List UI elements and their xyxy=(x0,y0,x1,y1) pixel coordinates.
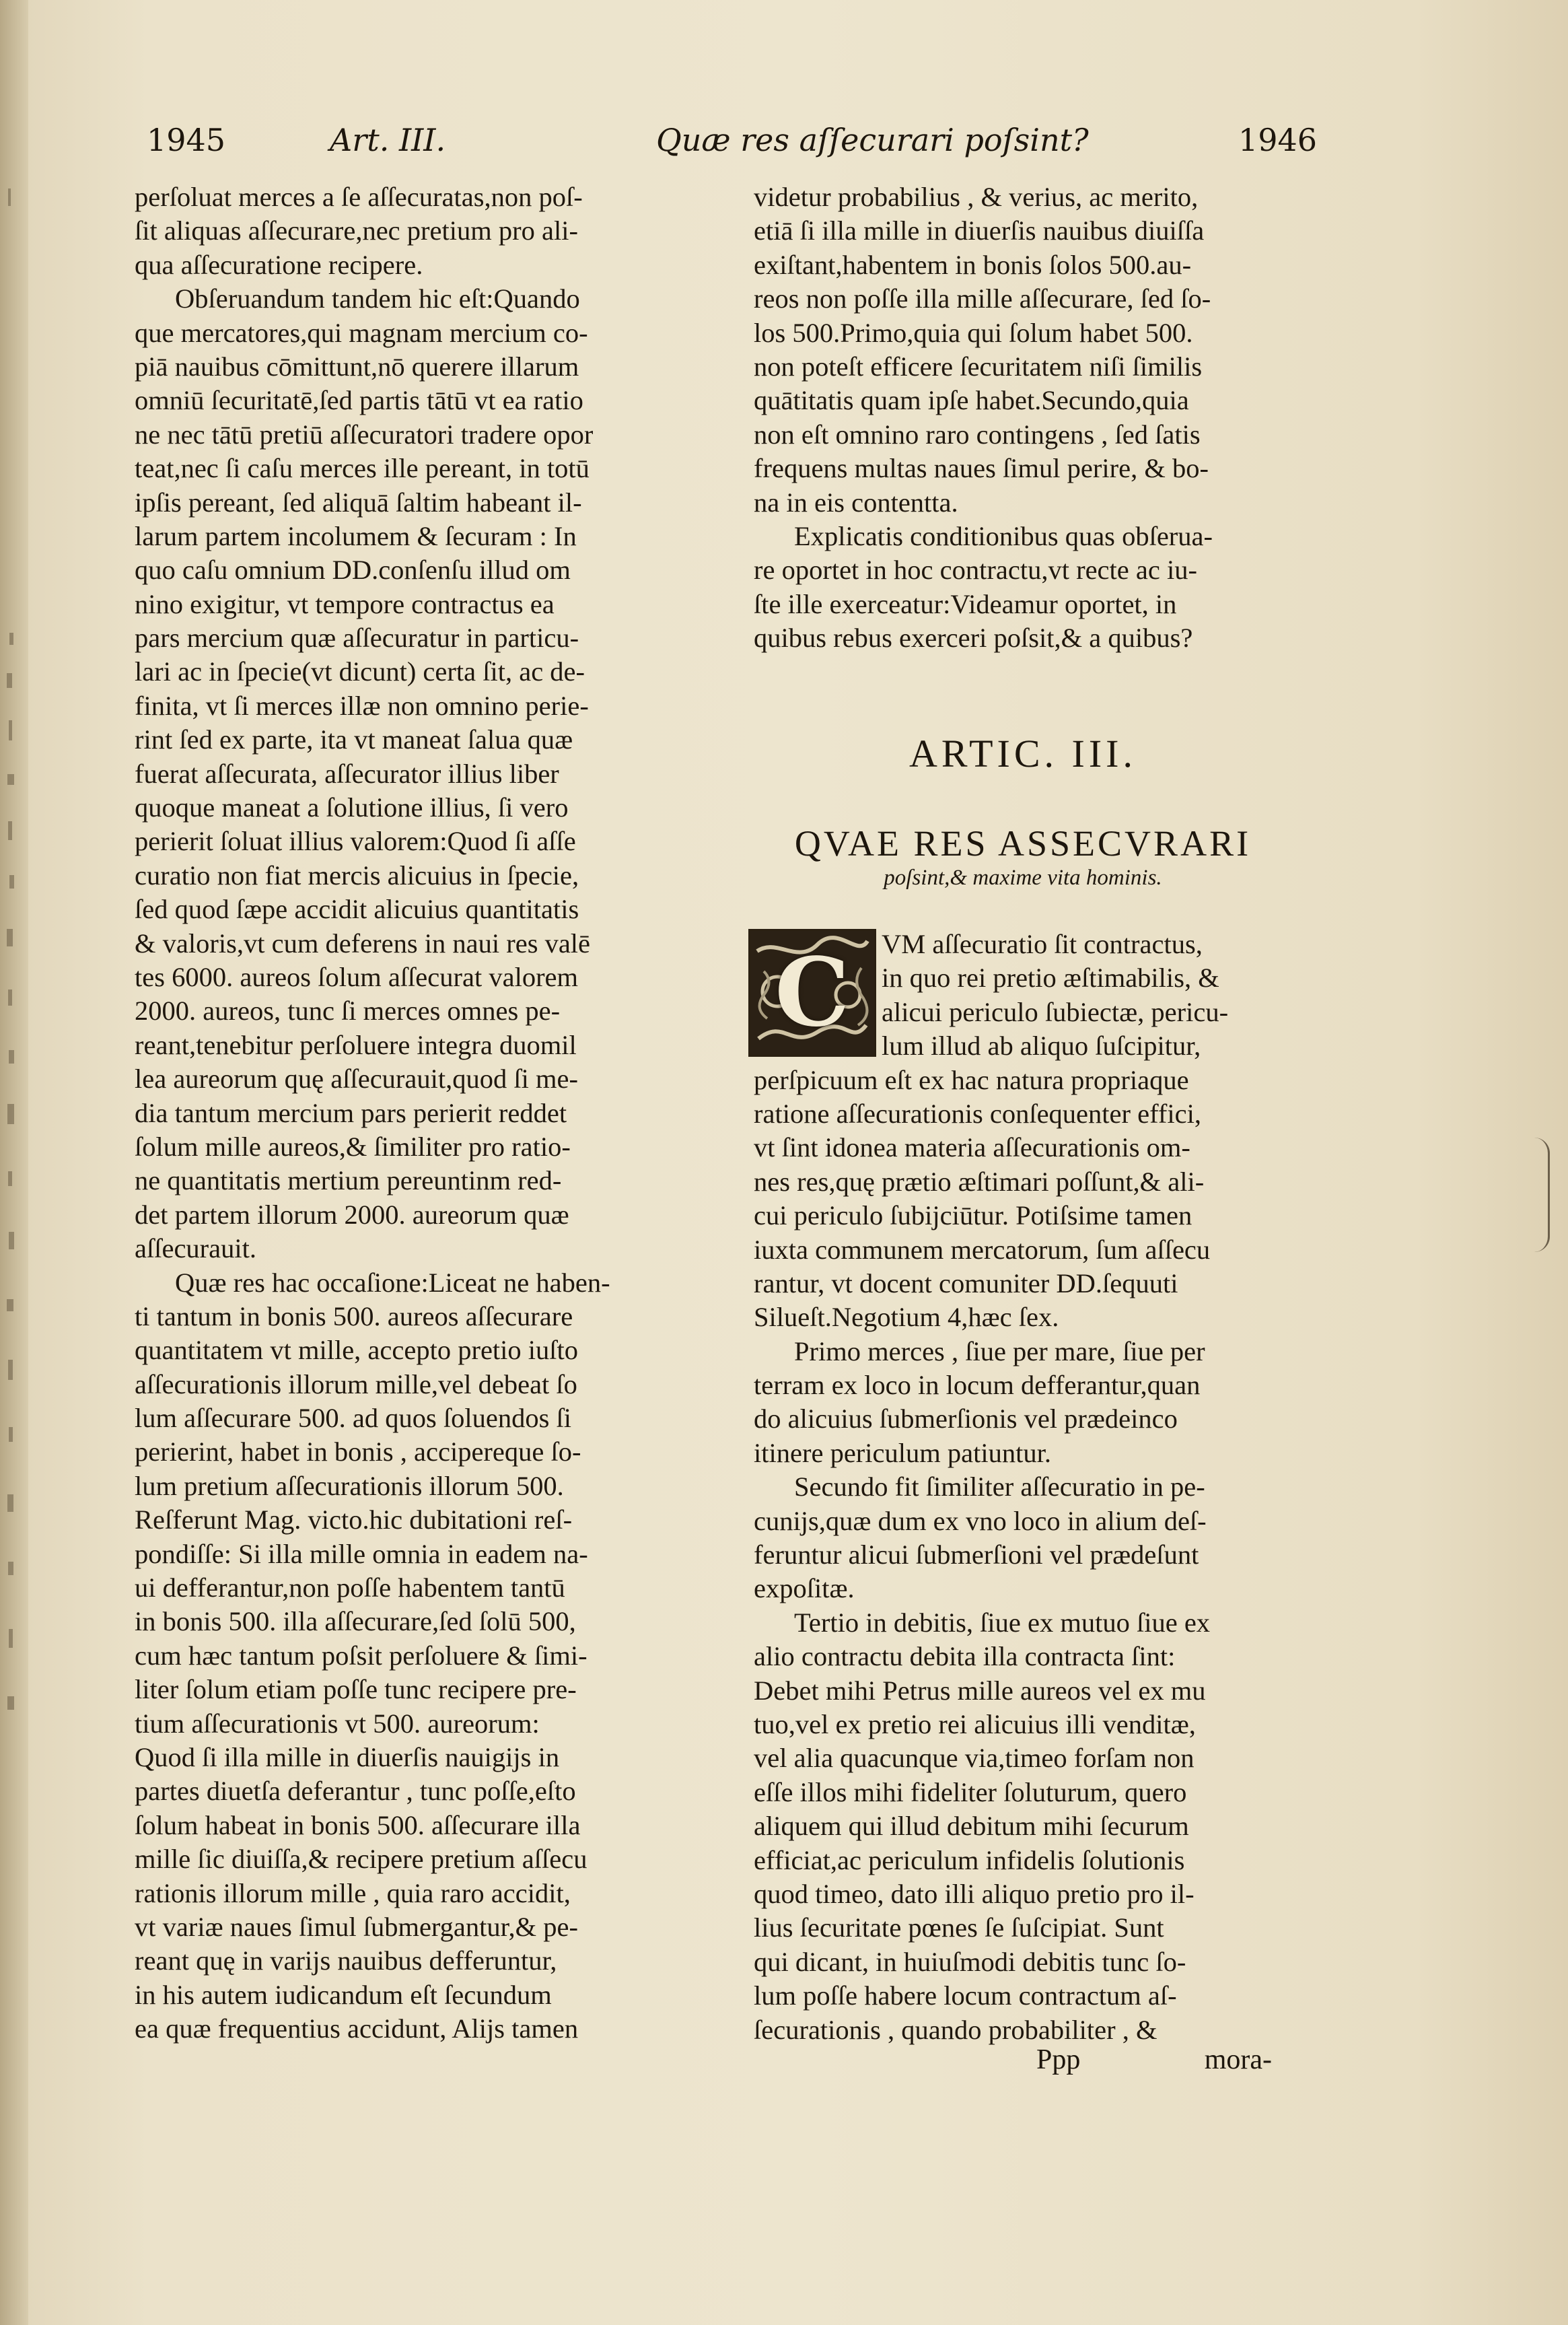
text-line: ratione aſſecurationis conſequenter effici, xyxy=(754,1098,1201,1129)
text-line: cunijs,quæ dum ex vno loco in alium deſ- xyxy=(754,1505,1207,1536)
text-line: perierint, habet in bonis , accipereque ſo- xyxy=(135,1436,581,1467)
text-line: reant,tenebitur perſoluere integra duomil xyxy=(135,1029,577,1060)
text-line: videtur probabilius , & verius, ac merito, xyxy=(754,182,1199,212)
text-line: tium aſſecurationis vt 500. aureorum: xyxy=(135,1708,540,1739)
text-line: expoſitæ. xyxy=(754,1573,855,1604)
text-line: fuerat aſſecurata, aſſecurator illius liber xyxy=(135,758,559,789)
text-line: rationis illorum mille , quia raro accidit, xyxy=(135,1877,571,1908)
text-line: tes 6000. aureos ſolum aſſecurat valorem xyxy=(135,961,579,992)
text-line: ne quantitatis mertium pereuntinm red- xyxy=(135,1165,562,1196)
text-line: qui dicant, in huiuſmodi debitis tunc ſo- xyxy=(754,1946,1186,1977)
text-line: in bonis 500. illa aſſecurare,ſed ſolū 500, xyxy=(135,1606,576,1637)
text-line: ſte ille exerceatur:Videamur oportet, in xyxy=(754,588,1177,619)
text-line: in quo rei pretio æſtimabilis, & xyxy=(882,963,1219,994)
text-line: det partem illorum 2000. aureorum quæ xyxy=(135,1199,569,1230)
text-line: Debet mihi Petrus mille aureos vel ex mu xyxy=(754,1675,1206,1706)
text-line: dia tantum mercium pars perierit reddet xyxy=(135,1097,567,1128)
text-line: lum poſſe habere locum contractum aſ- xyxy=(754,1980,1177,2011)
text-line: exiſtant,habentem in bonis ſolos 500.au- xyxy=(754,249,1192,280)
margin-bleed-marks xyxy=(3,162,23,1777)
text-line: Secundo fit ſimiliter aſſecuratio in pe- xyxy=(794,1471,1205,1502)
text-line: perſoluat merces a ſe aſſecuratas,non poſ- xyxy=(135,182,583,212)
text-line: Quæ res hac occaſione:Liceat ne haben- xyxy=(175,1267,610,1298)
drop-cap-letter: C xyxy=(775,938,850,1048)
left-text-column xyxy=(135,180,673,2046)
text-line: quantitatem vt mille, accepto pretio iuſto xyxy=(135,1335,579,1366)
text-line: etiā ſi illa mille in diuerſis nauibus diuiſſa xyxy=(754,215,1205,246)
text-line: reant quę in varijs nauibus defferuntur, xyxy=(135,1945,557,1976)
text-line: lari ac in ſpecie(vt dicunt) certa ſit, ac de- xyxy=(135,656,585,687)
text-line: frequens multas naues ſimul perire, & bo- xyxy=(754,453,1209,484)
text-line: Explicatis conditionibus quas obſerua- xyxy=(794,520,1213,551)
signature-line xyxy=(754,2040,1292,2080)
text-line: ne nec tātū pretiū aſſecuratori tradere opor xyxy=(135,419,594,450)
text-line: perierit ſoluat illius valorem:Quod ſi aſſe xyxy=(135,826,576,857)
text-line: VM aſſecuratio ſit contractus, xyxy=(882,929,1203,959)
text-line: lum illud ab aliquo ſuſcipitur, xyxy=(882,1031,1201,1062)
right-text-column-body xyxy=(754,928,1292,2047)
text-line: teat,nec ſi caſu merces ille pereant, in totū xyxy=(135,453,590,484)
text-line: que mercatores,qui magnam mercium co- xyxy=(135,317,588,348)
text-line: ſecurationis , quando probabiliter , & xyxy=(754,2014,1157,2045)
text-line: pondiſſe: Si illa mille omnia in eadem na- xyxy=(135,1538,588,1569)
text-line: rint ſed ex parte, ita vt maneat ſalua quæ xyxy=(135,724,573,755)
text-line: mille ſic diuiſſa,& recipere pretium aſſecu xyxy=(135,1844,587,1875)
text-line: Tertio in debitis, ſiue ex mutuo ſiue ex xyxy=(794,1607,1211,1638)
text-line: quoque maneat a ſolutione illius, ſi vero xyxy=(135,792,569,823)
text-line: vt ſint idonea materia aſſecurationis om- xyxy=(754,1132,1190,1163)
text-line: quibus rebus exerceri poſsit,& a quibus? xyxy=(754,623,1193,654)
text-line: tuo,vel ex pretio rei alicuius illi venditæ, xyxy=(754,1708,1196,1739)
text-line: ſolum habeat in bonis 500. aſſecurare illa xyxy=(135,1809,581,1840)
running-title: Quæ res aſſecurari poſsint? xyxy=(656,122,1089,158)
text-line: vel alia quacunque via,timeo forſam non xyxy=(754,1743,1195,1774)
text-line: eſſe illos mihi fideliter ſoluturum, quero xyxy=(754,1776,1187,1807)
text-line: & valoris,vt cum deferens in naui res valē xyxy=(135,928,591,959)
text-line: ſolum mille aureos,& ſimiliter pro ratio- xyxy=(135,1131,571,1162)
text-line: non poteſt efficere ſecuritatem niſi ſimilis xyxy=(754,351,1203,382)
text-line: quo caſu omnium DD.conſenſu illud om xyxy=(135,555,571,586)
text-line: do alicuius ſubmerſionis vel prædeinco xyxy=(754,1403,1178,1434)
text-line: ſit aliquas aſſecurare,nec pretium pro ali- xyxy=(135,215,578,246)
text-line: quod timeo, dato illi aliquo pretio pro il- xyxy=(754,1878,1195,1909)
text-line: reos non poſſe illa mille aſſecurare, ſed ſo- xyxy=(754,283,1211,314)
page-number-left: 1945 xyxy=(147,122,226,158)
text-line: finita, vt ſi merces illæ non omnino perie- xyxy=(135,690,589,721)
text-line: lius ſecuritate pœnes ſe ſuſcipiat. Sunt xyxy=(754,1912,1164,1943)
text-line: aſſecurationis illorum mille,vel debeat ſo xyxy=(135,1368,577,1399)
text-line: lum pretium aſſecurationis illorum 500. xyxy=(135,1470,564,1501)
text-line: 2000. aureos, tunc ſi merces omnes pe- xyxy=(135,996,561,1027)
text-line: ipſis pereant, ſed aliquā ſaltim habeant il- xyxy=(135,487,582,518)
text-line: cum hæc tantum poſsit perſoluere & ſimi- xyxy=(135,1640,587,1671)
text-line: larum partem incolumem & ſecuram : In xyxy=(135,520,577,551)
text-line: los 500.Primo,quia qui ſolum habet 500. xyxy=(754,317,1193,348)
text-line: aſſecurauit. xyxy=(135,1233,257,1264)
running-head xyxy=(0,113,1568,167)
text-line: omniū ſecuritatē,ſed partis tātū vt ea ratio xyxy=(135,385,583,416)
text-line: itinere periculum patiuntur. xyxy=(754,1437,1051,1468)
text-line: qua aſſecuratione recipere. xyxy=(135,249,423,280)
printer-signature: Ppp xyxy=(1036,2044,1081,2075)
article-heading: ARTIC. III. xyxy=(909,732,1137,775)
text-line: vt variæ naues ſimul ſubmergantur,& pe- xyxy=(135,1911,578,1942)
page-number-right: 1946 xyxy=(1238,122,1318,158)
text-line: cui periculo ſubijciūtur. Potiſsime tamen xyxy=(754,1200,1192,1231)
text-line: piā nauibus cōmittunt,nō querere illarum xyxy=(135,351,579,382)
text-line: na in eis contentta. xyxy=(754,487,958,518)
text-line: in his autem iudicandum eſt ſecundum xyxy=(135,1979,552,2010)
text-line: partes diuetſa deferantur , tunc poſſe,eſto xyxy=(135,1776,576,1807)
section-subtitle: poſsint,& maxime vita hominis. xyxy=(884,866,1162,890)
text-line: terram ex loco in locum defferantur,quan xyxy=(754,1370,1201,1401)
text-line: ti tantum in bonis 500. aureos aſſecurare xyxy=(135,1300,573,1331)
text-line: alicui periculo ſubiectæ, pericu- xyxy=(882,996,1229,1027)
margin-bracket-mark xyxy=(1534,1138,1550,1252)
text-line: Silueſt.Negotium 4,hæc ſex. xyxy=(754,1302,1059,1333)
text-line: Quod ſi illa mille in diuerſis nauigijs in xyxy=(135,1741,560,1772)
text-line: liter ſolum etiam poſſe tunc recipere pre- xyxy=(135,1674,577,1705)
text-line: lum aſſecurare 500. ad quos ſoluendos ſi xyxy=(135,1403,571,1434)
text-line: pars mercium quæ aſſecuratur in particu- xyxy=(135,623,579,654)
text-line: non eſt omnino raro contingens , ſed ſatis xyxy=(754,419,1201,450)
text-line: ui defferantur,non poſſe habentem tantū xyxy=(135,1572,565,1603)
text-line: Reſferunt Mag. victo.hic dubitationi reſ- xyxy=(135,1504,573,1535)
text-line: alio contractu debita illa contracta ſint: xyxy=(754,1641,1176,1672)
article-label: Art. III. xyxy=(330,122,446,158)
text-line: iuxta communem mercatorum, ſum aſſecu xyxy=(754,1234,1211,1265)
text-line: aliquem qui illud debitum mihi ſecurum xyxy=(754,1811,1189,1842)
text-line: nes res,quę prætio æſtimari poſſunt,& ali- xyxy=(754,1166,1205,1197)
text-line: ea quæ frequentius accidunt, Alijs tamen xyxy=(135,2013,579,2044)
text-line: Primo merces , ſiue per mare, ſiue per xyxy=(794,1335,1205,1366)
section-title: QVAE RES ASSECVRARI xyxy=(794,823,1252,864)
text-line: feruntur alicui ſubmerſioni vel prædeſunt xyxy=(754,1539,1199,1570)
text-line: nino exigitur, vt tempore contractus ea xyxy=(135,588,555,619)
text-line: quātitatis quam ipſe habet.Secundo,quia xyxy=(754,385,1189,416)
text-line: lea aureorum quę aſſecurauit,quod ſi me- xyxy=(135,1064,578,1095)
text-line: Obſeruandum tandem hic eſt:Quando xyxy=(175,283,580,314)
text-line: rantur, vt docent comuniter DD.ſequuti xyxy=(754,1268,1178,1298)
text-line: efficiat,ac periculum infidelis ſolutionis xyxy=(754,1844,1185,1875)
catchword: mora- xyxy=(1204,2044,1272,2075)
text-line: curatio non fiat mercis alicuius in ſpecie, xyxy=(135,860,579,891)
text-line: re oportet in hoc contractu,vt recte ac iu- xyxy=(754,555,1197,586)
text-line: ſed quod ſæpe accidit alicuius quantitatis xyxy=(135,894,579,925)
right-text-column-top xyxy=(754,180,1292,655)
text-line: perſpicuum eſt ex hac natura propriaque xyxy=(754,1064,1189,1095)
